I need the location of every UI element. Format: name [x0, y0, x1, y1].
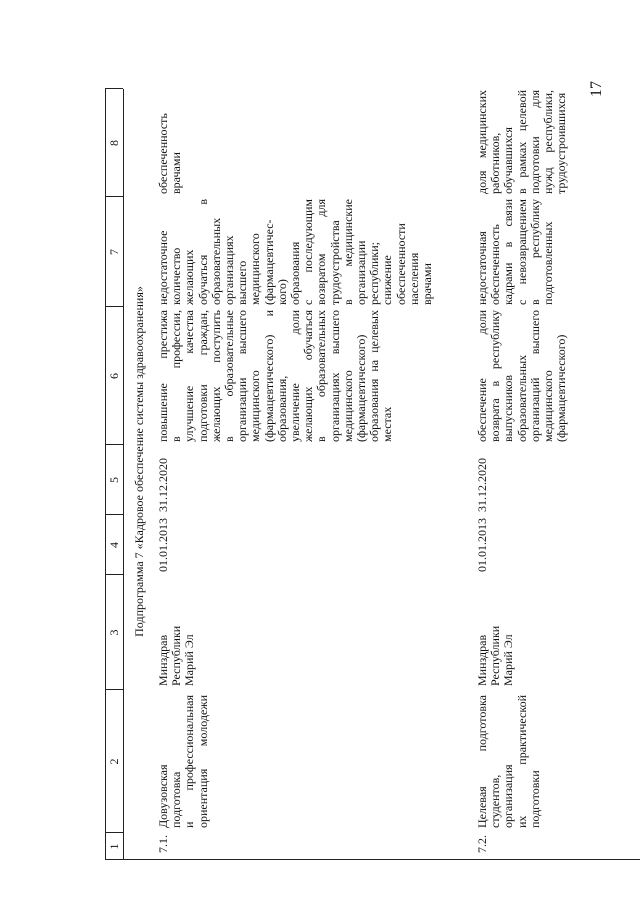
column-number-6: 6 [107, 373, 121, 379]
header-bottom-border [123, 89, 124, 860]
column-number-1: 1 [107, 843, 121, 850]
column-number-4: 4 [107, 542, 121, 548]
cell-line: возвратом для [314, 199, 329, 305]
cell-line: образования, [274, 375, 289, 442]
cell-line: обеспеченность [156, 113, 170, 194]
cell-line: увеличение доли [288, 310, 303, 442]
cell-line: (фармацевтичес- [261, 219, 276, 305]
cell-line: высшего [235, 260, 250, 305]
cell-result [157, 310, 395, 442]
cell-line: в профессии, [169, 310, 184, 442]
cell-line: образования на целевых [367, 310, 382, 442]
cell-line: подготовки [527, 770, 542, 828]
cell-line: кадрами в связи [501, 199, 516, 305]
cell-line: организации высшего [235, 310, 250, 442]
cell-indicator [476, 90, 568, 194]
cell-line: обучаться в [195, 199, 210, 305]
cell-line: в рамках целевой [514, 90, 529, 194]
cell-line: Марий Эл [501, 634, 516, 686]
column-number-3: 3 [107, 629, 121, 636]
page-number: 17 [588, 81, 605, 97]
column-number-2: 2 [107, 758, 121, 765]
cell-result [476, 310, 568, 442]
cell-num: 7.1. [156, 835, 170, 853]
cell-line: врачами [169, 152, 184, 194]
cell-line: кого) [274, 279, 289, 305]
cell-line: организациях высшего [327, 310, 342, 442]
cell-line: подготовленных [541, 221, 556, 305]
subprogram-title: Подпрограмма 7 «Кадровое обеспечение системы здравоохранения» [132, 286, 146, 637]
cell-line: населения [406, 252, 421, 305]
cell-line: обеспеченности [393, 223, 408, 305]
cell-line: (фармацевтического) и [261, 310, 276, 442]
cell-line: и профессиональная [182, 695, 197, 828]
cell-line: обеспеченность [488, 224, 503, 305]
cell-line: организациях [222, 235, 237, 305]
cell-line: работников, [488, 132, 503, 194]
cell-line: улучшение качества [182, 310, 197, 442]
cell-num: 7.2. [475, 835, 489, 853]
cell-line: трудоустройства [327, 220, 342, 305]
column-number-8: 8 [107, 140, 121, 146]
cell-line: медицинского [248, 233, 263, 305]
cell-name [157, 695, 210, 828]
cell-line: подготовки граждан, [195, 310, 210, 442]
cell-line: студентов, [488, 774, 503, 828]
cell-line: трудоустроившихся [554, 92, 569, 194]
cell-line: недостаточная [475, 231, 489, 305]
cell-line: обучавшихся [501, 127, 516, 194]
cell-line: желающих обучаться [301, 310, 316, 442]
cell-line: доля медицинских [475, 90, 489, 194]
cell-line: с невозвращением [514, 199, 529, 305]
cell-consequences [157, 199, 434, 305]
cell-line: (фармацевтического) [554, 334, 569, 442]
column-number-5: 5 [107, 477, 121, 483]
cell-line: нужд республики, [541, 90, 556, 194]
cell-line: возврата в республику [488, 310, 503, 442]
cell-line: желающих поступить [208, 310, 223, 442]
cell-line: в медицинские [340, 199, 355, 305]
cell-line: их практической [514, 695, 529, 828]
cell-line: медицинского [340, 370, 355, 442]
cell-executor [476, 581, 516, 686]
cell-line: в образовательные [222, 310, 237, 442]
cell-line: Республики [169, 625, 184, 686]
cell-line: подготовки для [527, 90, 542, 194]
cell-line: недостаточное [156, 230, 170, 305]
cell-line: организации [354, 240, 369, 305]
cell-line: с последующим [301, 199, 316, 305]
cell-line: ориентация молодежи [195, 695, 210, 828]
cell-line: местах [380, 406, 395, 442]
cell-line: в образовательных [314, 310, 329, 442]
cell-line: обеспечение доли [475, 310, 489, 442]
column-number-7: 7 [107, 249, 121, 255]
cell-line: Марий Эл [182, 634, 197, 686]
cell-line: в республику [527, 199, 542, 305]
cell-line: снижение [380, 255, 395, 305]
cell-indicator [157, 90, 183, 194]
cell-line: Минздрав [156, 634, 170, 686]
cell-line: врачами [420, 263, 435, 305]
cell-executor [157, 581, 197, 686]
cell-line: медицинского [541, 370, 556, 442]
cell-line: Довузовская [156, 764, 170, 828]
cell-line: количество [169, 247, 184, 305]
cell-line: республики; [367, 241, 382, 305]
cell-line: организаций высшего [527, 310, 542, 442]
cell-line: образовательных [208, 217, 223, 305]
cell-name [476, 695, 542, 828]
column-divider [105, 859, 640, 860]
cell-line: повышение престижа [156, 310, 170, 442]
cell-line: Республики [488, 625, 503, 686]
cell-line: Целевая подготовка [475, 695, 489, 828]
cell-line: подготовка [169, 771, 184, 828]
cell-consequences [476, 199, 555, 305]
cell-line: выпускников [501, 374, 516, 442]
cell-end: 31.12.2020 [156, 458, 170, 512]
cell-line: образования [288, 241, 303, 305]
cell-line: организация [501, 764, 516, 828]
cell-line: (фармацевтического) [354, 334, 369, 442]
cell-start: 01.01.2013 [475, 518, 489, 572]
cell-line: желающих [182, 249, 197, 305]
cell-line: образовательных [514, 354, 529, 442]
cell-line: медицинского [248, 370, 263, 442]
cell-end: 31.12.2020 [475, 458, 489, 512]
cell-start: 01.01.2013 [156, 518, 170, 572]
cell-line: Минздрав [475, 634, 489, 686]
